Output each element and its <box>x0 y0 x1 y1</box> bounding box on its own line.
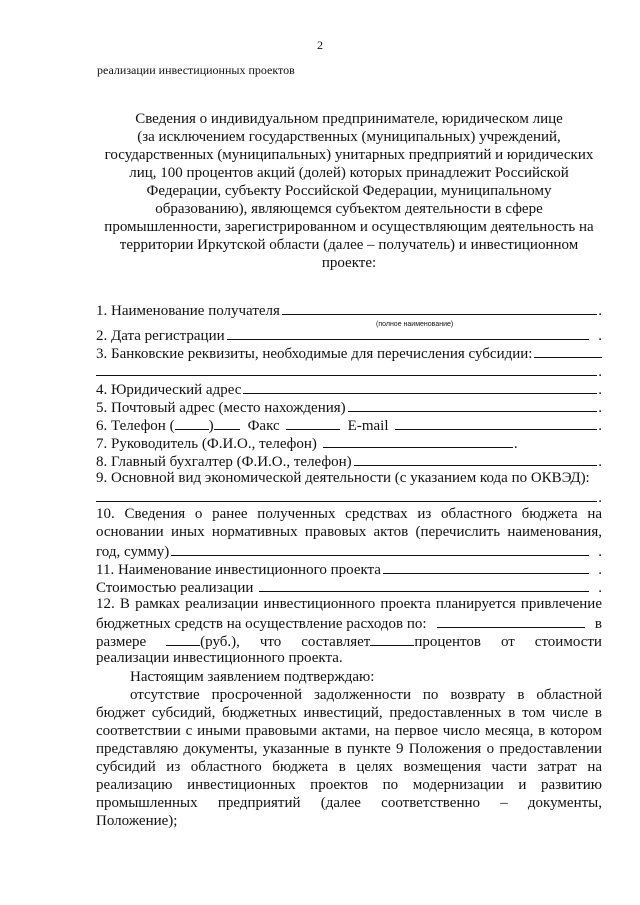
field-label: 7. Руководитель (Ф.И.О., телефон) <box>96 436 317 452</box>
title-line: Федерации, субъекту Российской Федерации, муниципальному <box>146 183 552 199</box>
bank-details-line-2[interactable] <box>96 361 597 376</box>
legal-address-line[interactable] <box>243 379 597 394</box>
project-cost-line[interactable] <box>259 577 589 592</box>
fax-line[interactable] <box>286 415 340 430</box>
field-chief-accountant: 8. Главный бухгалтер (Ф.И.О., телефон) . <box>96 451 602 469</box>
phone-code-line[interactable] <box>175 415 209 430</box>
field-budget-expenses: бюджетных средств на осуществление расходов по: в <box>96 613 602 631</box>
title-line: лиц, 100 процентов акций (долей) которых принадлежит Российской <box>129 165 569 181</box>
field-recipient-name: 1. Наименование получателя . (полное наименование) <box>96 300 602 318</box>
title-line: (за исключением государственных (муниципальных) учреждений, <box>137 129 561 145</box>
budget-amount-line[interactable] <box>166 631 200 646</box>
field-label: 6. Телефон ( <box>96 418 175 434</box>
confirm-paragraph-line: представляю документы, указанные в пункте 9 Положения о предоставлении <box>96 741 602 757</box>
title-line: государственных (муниципальных) унитарных предприятий и юридических <box>104 147 594 163</box>
field-caption: (полное наименование) <box>376 321 454 328</box>
field-bank-details <box>96 343 602 361</box>
director-line[interactable] <box>323 433 513 448</box>
confirm-paragraph-line: субсидий из областного бюджета в целях возмещения части затрат на <box>96 759 602 775</box>
postal-address-line[interactable] <box>348 397 598 412</box>
field-label: год, сумму) <box>96 544 170 560</box>
field-bank-details-cont: . <box>96 361 602 379</box>
field-label: Стоимостью реализации <box>96 580 254 596</box>
confirm-paragraph-line: промышленных предприятий (далее соответственно – документы, <box>96 795 602 811</box>
field-project-name: 11. Наименование инвестиционного проекта . <box>96 559 602 577</box>
title-line: территории Иркутской области (далее – получатель) и инвестиционном <box>119 237 579 253</box>
budget-expenses-line[interactable] <box>437 613 585 628</box>
field-label: 4. Юридический адрес <box>96 382 242 398</box>
header-line: реализации инвестиционных проектов <box>97 63 295 77</box>
field-legal-address: 4. Юридический адрес . <box>96 379 602 397</box>
field-label: бюджетных средств на осуществление расходов по: <box>96 616 427 632</box>
chief-accountant-line[interactable] <box>354 451 598 466</box>
field-registration-date: 2. Дата регистрации . <box>96 325 602 343</box>
budget-percent-line[interactable] <box>370 631 414 646</box>
field-activity-cont: . <box>96 487 602 505</box>
field-prior-funds-line-2: основании иных нормативных правовых актов (перечислить наименования, <box>96 524 602 540</box>
project-name-line[interactable] <box>383 559 589 574</box>
field-budget-line-1: 12. В рамках реализации инвестиционного проекта планируется привлечение <box>96 596 602 612</box>
title-line: проекте: <box>321 255 377 271</box>
field-label: 1. Наименование получателя <box>96 303 280 319</box>
field-activity <box>96 469 602 487</box>
confirm-paragraph-line: реализацию инвестиционных проектов по модернизации и развитию <box>96 777 602 793</box>
page-number: 2 <box>317 38 323 52</box>
field-label: 11. Наименование инвестиционного проекта <box>96 562 381 578</box>
title-line: образованию), являющемся субъектом деятельности в сфере <box>155 201 543 217</box>
prior-funds-line[interactable] <box>171 541 589 556</box>
field-label: 8. Главный бухгалтер (Ф.И.О., телефон) <box>96 454 352 470</box>
bank-details-line[interactable] <box>534 343 602 358</box>
field-director: 7. Руководитель (Ф.И.О., телефон) . <box>96 433 602 451</box>
activity-line[interactable] <box>96 487 597 502</box>
field-project-cost: Стоимостью реализации . <box>96 577 602 595</box>
confirm-paragraph-line: бюджет субсидий, бюджетных инвестиций, предоставленных в том числе в <box>96 705 602 721</box>
document-title <box>96 110 602 272</box>
recipient-name-line[interactable] <box>282 300 597 315</box>
email-label: E-mail <box>347 418 389 434</box>
field-contacts: 6. Телефон ( ) Факс E-mail . <box>96 415 602 433</box>
field-label: 5. Почтовый адрес (место нахождения) <box>96 400 346 416</box>
confirm-paragraph-line: Положение); <box>96 813 178 829</box>
confirm-paragraph-line: отсутствие просроченной задолженности по возврату в областной <box>130 687 602 703</box>
confirm-paragraph-line: соответствии с иными правовыми актами, на первое число месяца, в котором <box>96 723 602 739</box>
phone-number-line[interactable] <box>214 415 240 430</box>
field-budget-line-4: реализации инвестиционного проекта. <box>96 650 343 666</box>
field-postal-address: 5. Почтовый адрес (место нахождения) . <box>96 397 602 415</box>
field-budget-amount: размере (руб.), что составляет процентов от стоимости <box>96 631 602 649</box>
email-line[interactable] <box>395 415 598 430</box>
field-label: 3. Банковские реквизиты, необходимые для перечисления субсидии: <box>96 346 533 362</box>
fax-label: Факс <box>247 418 280 434</box>
field-prior-funds: год, сумму) . <box>96 541 602 559</box>
title-line: Сведения о индивидуальном предпринимателе, юридическом лице <box>135 111 563 127</box>
title-line: промышленности, зарегистрированном и осуществляющим деятельность на <box>104 219 594 235</box>
registration-date-line[interactable] <box>227 325 590 340</box>
field-label: 2. Дата регистрации <box>96 328 225 344</box>
confirmation-heading: Настоящим заявлением подтверждаю: <box>130 669 375 685</box>
field-label: 9. Основной вид экономической деятельности (с указанием кода по ОКВЭД): <box>96 470 590 486</box>
field-prior-funds-line-1: 10. Сведения о ранее полученных средствах из областного бюджета на <box>96 506 602 522</box>
